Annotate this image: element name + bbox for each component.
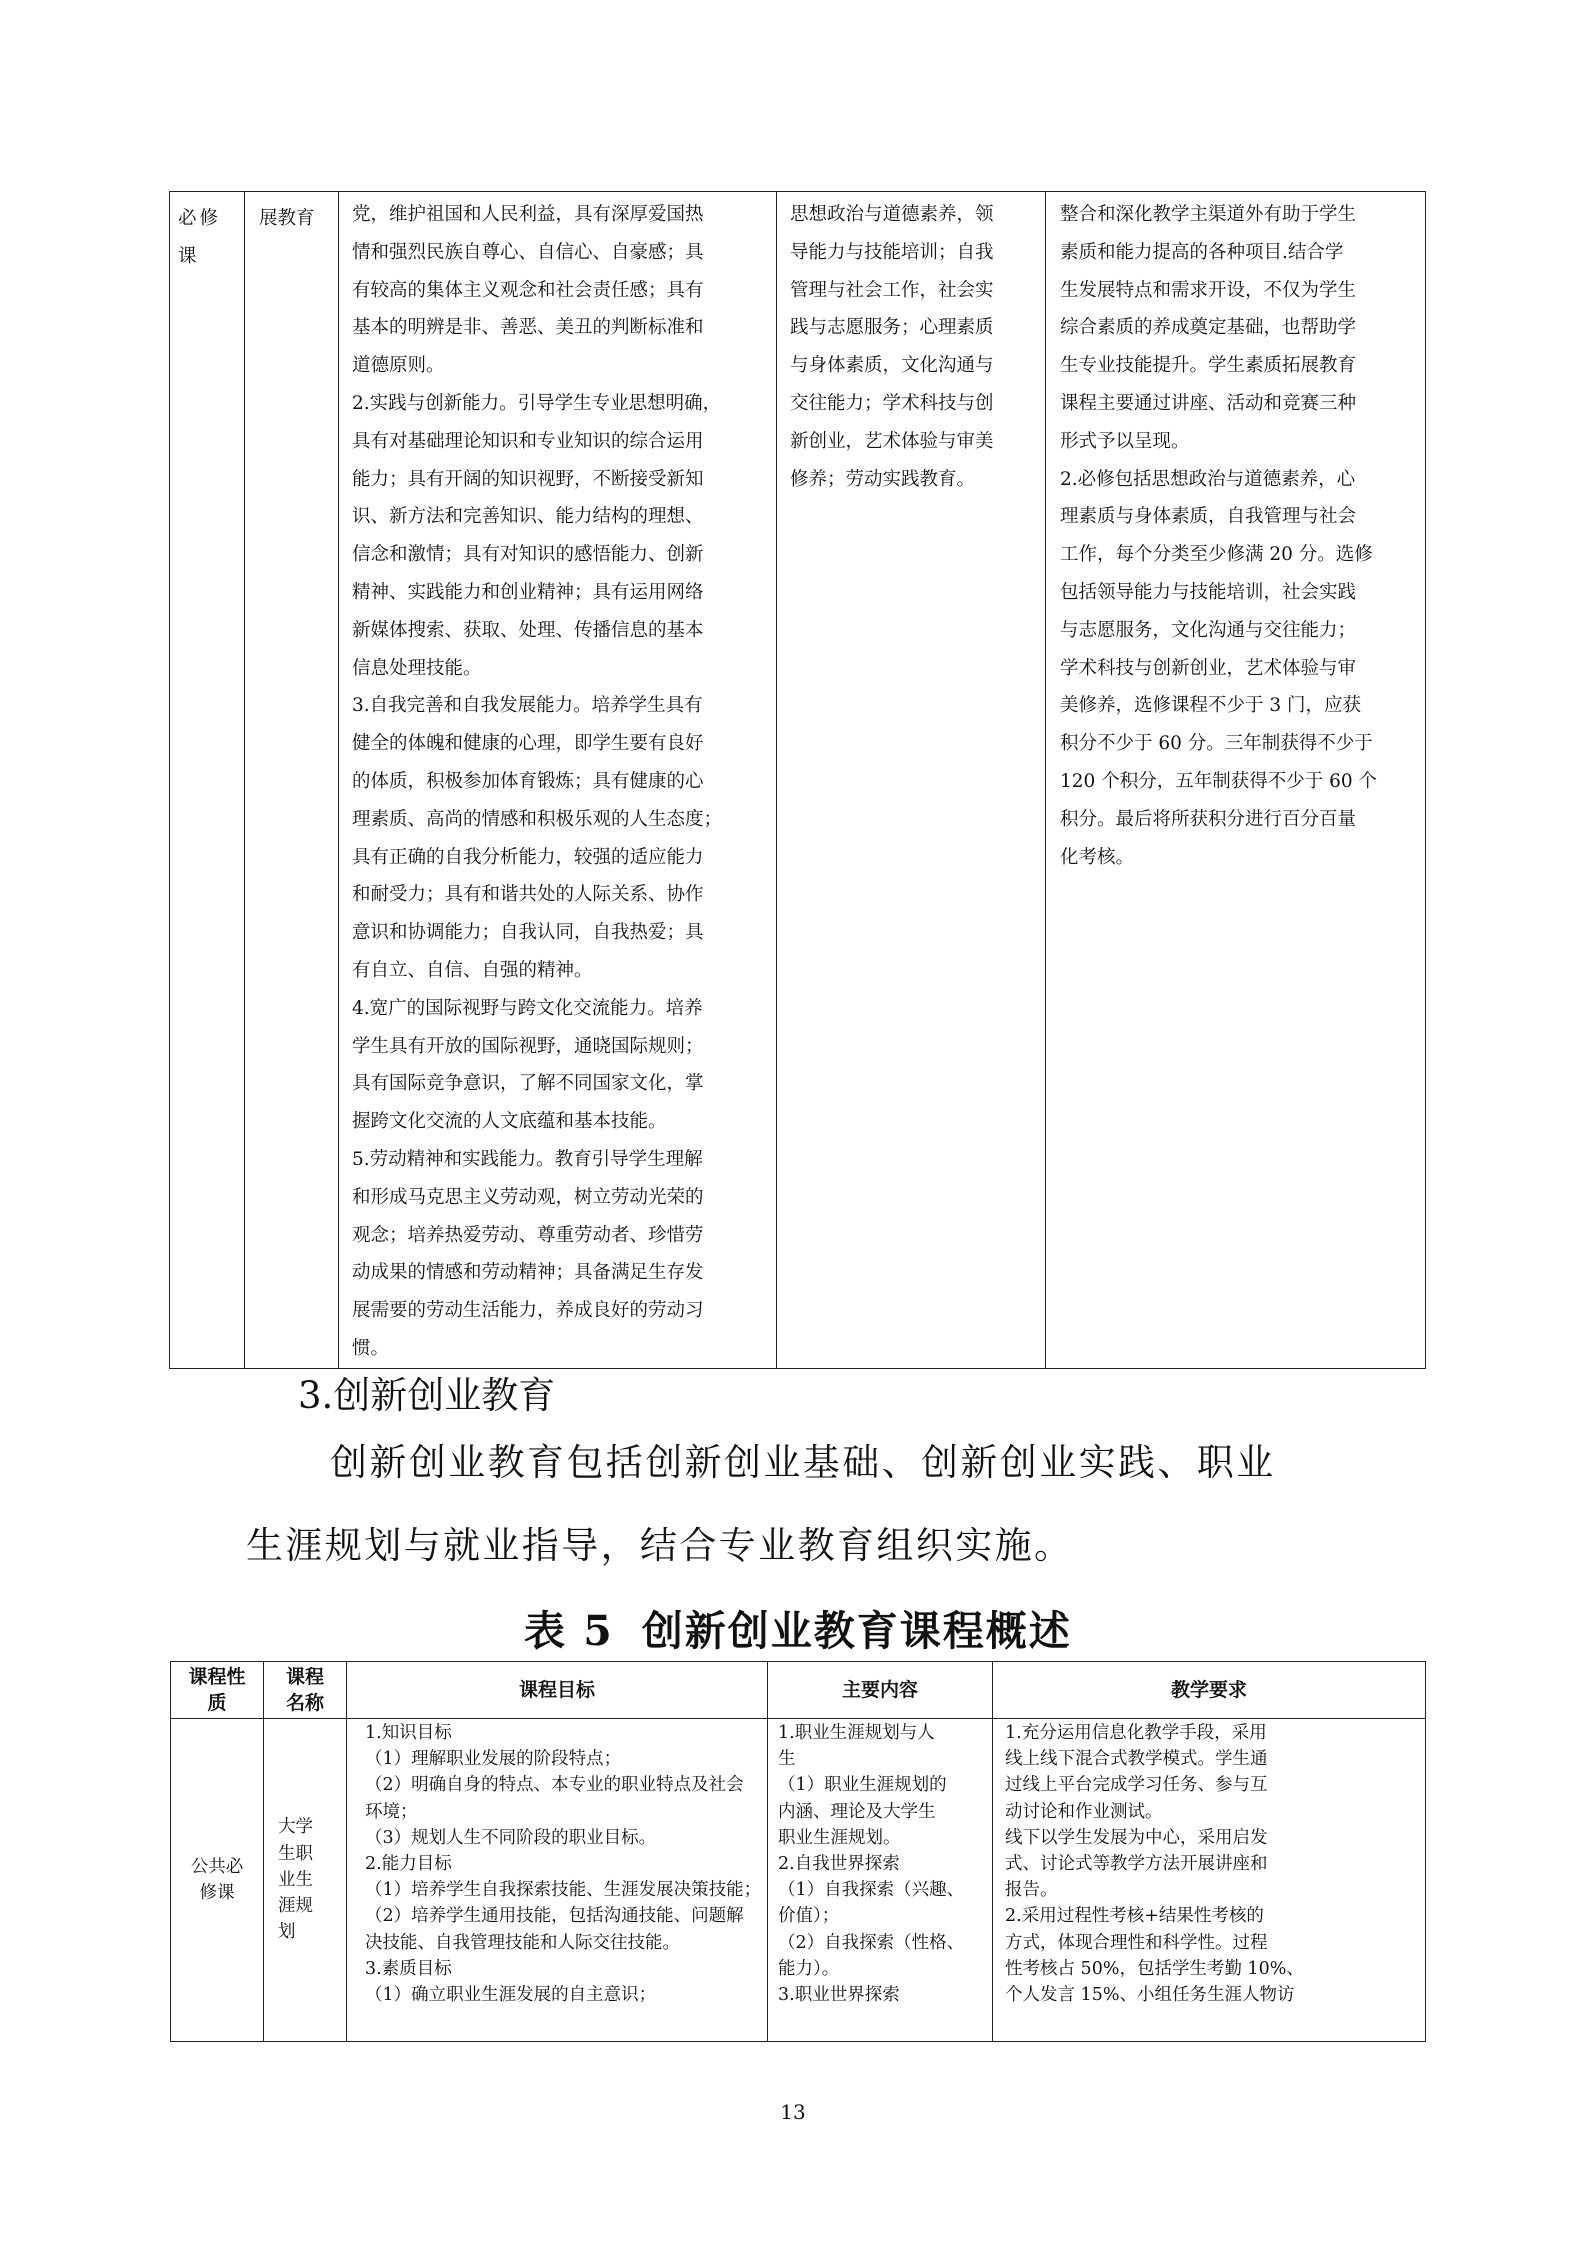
course-content-cell bbox=[777, 192, 1046, 1369]
cell-line: 2.实践与创新能力。引导学生专业思想明确， bbox=[352, 392, 722, 414]
cell-line: 3.素质目标 bbox=[365, 1958, 452, 1979]
course-requirement-cell bbox=[993, 1719, 1426, 2042]
cell-line: 式、讨论式等教学方法开展讲座和 bbox=[1005, 1854, 1268, 1875]
header-teaching-requirement: 教学要求 bbox=[993, 1662, 1426, 1719]
table-header-row bbox=[171, 1662, 1426, 1719]
cell-line: 涯规 bbox=[278, 1896, 313, 1917]
cell-line: 划 bbox=[278, 1922, 296, 1943]
header-course-nature bbox=[171, 1662, 264, 1719]
cell-line: （2）自我探索（性格、 bbox=[778, 1932, 965, 1953]
course-goal-cell bbox=[339, 192, 777, 1369]
cell-line: 形式予以呈现。 bbox=[1060, 430, 1190, 452]
cell-line: 道德原则。 bbox=[352, 355, 445, 377]
cell-line: 新创业，艺术体验与审美 bbox=[790, 430, 994, 452]
cell-line: 学生具有开放的国际视野，通晓国际规则； bbox=[352, 1035, 704, 1057]
cell-line: 基本的明辨是非、善恶、美丑的判断标准和 bbox=[352, 317, 704, 339]
cell-line: 线上线下混合式教学模式。学生通 bbox=[1005, 1749, 1268, 1770]
cell-line: 名称 bbox=[285, 1692, 324, 1714]
cell-line: 生专业技能提升。学生素质拓展教育 bbox=[1060, 355, 1357, 377]
cell-line: 4.宽广的国际视野与跨文化交流能力。培养 bbox=[352, 997, 703, 1019]
cell-line: 报告。 bbox=[1005, 1880, 1058, 1901]
cell-line: （1）自我探索（兴趣、 bbox=[778, 1880, 965, 1901]
cell-line: 包括领导能力与技能培训，社会实践 bbox=[1060, 581, 1357, 603]
cell-line: 价值）； bbox=[778, 1906, 840, 1927]
page-number: 13 bbox=[780, 2100, 806, 2124]
cell-line: 积分。最后将所获积分进行百分百量 bbox=[1060, 808, 1357, 830]
table-row bbox=[170, 192, 1426, 1369]
cell-line: 积分不少于 60 分。三年制获得不少于 bbox=[1060, 733, 1373, 755]
cell-line: 公共必 bbox=[190, 1856, 244, 1877]
cell-line: 情和强烈民族自尊心、自信心、自豪感；具 bbox=[352, 241, 704, 263]
cell-line: 与志愿服务，文化沟通与交往能力； bbox=[1060, 619, 1357, 641]
course-nature-cell bbox=[171, 1719, 264, 2042]
section-heading: 3.创新创业教育 bbox=[298, 1374, 556, 1417]
cell-line: 质 bbox=[207, 1692, 227, 1714]
cell-line: 导能力与技能培训；自我 bbox=[790, 241, 994, 263]
cell-line: 1.充分运用信息化教学手段，采用 bbox=[1005, 1723, 1267, 1743]
course-goal-cell bbox=[347, 1719, 768, 2042]
table-caption-text: 创新创业教育课程概述 bbox=[641, 1607, 1072, 1655]
cell-line: 学术科技与创新创业，艺术体验与审 bbox=[1060, 657, 1357, 679]
cell-line: 业生 bbox=[278, 1869, 313, 1890]
cell-line: 惯。 bbox=[352, 1337, 390, 1359]
cell-line: 1.知识目标 bbox=[365, 1723, 452, 1743]
cell-line: 大学 bbox=[278, 1817, 313, 1838]
cell-line: 展需要的劳动生活能力，养成良好的劳动习 bbox=[352, 1300, 704, 1322]
cell-line: 党，维护祖国和人民利益，具有深厚爱国热 bbox=[352, 204, 704, 225]
cell-line: 1.职业生涯规划与人 bbox=[778, 1723, 935, 1743]
cell-line: （1）职业生涯规划的 bbox=[778, 1775, 947, 1796]
header-course-name bbox=[264, 1662, 347, 1719]
cell-line: 2.采用过程性考核+结果性考核的 bbox=[1005, 1906, 1264, 1927]
course-name-cell bbox=[245, 192, 339, 1369]
cell-line: 2.必修包括思想政治与道德素养，心 bbox=[1060, 468, 1356, 490]
cell-line: 内涵、理论及大学生 bbox=[778, 1801, 936, 1822]
cell-line: 交往能力；学术科技与创 bbox=[790, 392, 994, 414]
cell-line: 方式，体现合理性和科学性。过程 bbox=[1005, 1932, 1268, 1953]
cell-line: 动讨论和作业测试。 bbox=[1005, 1801, 1163, 1822]
cell-line: 意识和协调能力；自我认同，自我热爱；具 bbox=[352, 922, 704, 944]
cell-line: 践与志愿服务；心理素质 bbox=[790, 317, 994, 339]
cell-line: 动成果的情感和劳动精神；具备满足生存发 bbox=[352, 1262, 704, 1284]
cell-line: 120 个积分，五年制获得不少于 60 个 bbox=[1060, 770, 1377, 792]
section-paragraph-line: 创新创业教育包括创新创业基础、创新创业实践、职业 bbox=[330, 1441, 1276, 1484]
cell-line: 理素质、高尚的情感和积极乐观的人生态度； bbox=[352, 808, 723, 830]
cell-line: 的体质，积极参加体育锻炼；具有健康的心 bbox=[352, 770, 704, 792]
cell-line: 课程 bbox=[285, 1666, 324, 1688]
cell-line: （1）确立职业生涯发展的自主意识； bbox=[365, 1985, 657, 2006]
cell-line: 识、新方法和完善知识、能力结构的理想、 bbox=[352, 506, 704, 528]
cell-line: 和形成马克思主义劳动观，树立劳动光荣的 bbox=[352, 1186, 704, 1208]
cell-line: 3.职业世界探索 bbox=[778, 1985, 900, 2006]
cell-line: 生职 bbox=[278, 1843, 313, 1864]
course-name-cell bbox=[264, 1719, 347, 2042]
cell-line: 信息处理技能。 bbox=[352, 657, 482, 679]
cell-line: 线下以学生发展为中心，采用启发 bbox=[1005, 1827, 1268, 1848]
cell-line: （2）培养学生通用技能，包括沟通技能、问题解 bbox=[365, 1906, 744, 1927]
cell-line: 思想政治与道德素养，领 bbox=[790, 204, 994, 225]
cell-line: 能力）。 bbox=[778, 1958, 840, 1979]
cell-line: （3）规划人生不同阶段的职业目标。 bbox=[365, 1827, 657, 1848]
course-nature-cell bbox=[170, 192, 245, 1369]
cell-line: 与身体素质，文化沟通与 bbox=[790, 355, 994, 377]
cell-line: （1）培养学生自我探索技能、生涯发展决策技能； bbox=[365, 1880, 762, 1901]
cell-line: 理素质与身体素质，自我管理与社会 bbox=[1060, 506, 1357, 528]
course-requirement-cell bbox=[1046, 192, 1426, 1369]
cell-line: 课程主要通过讲座、活动和竞赛三种 bbox=[1060, 392, 1357, 414]
cell-line: （2）明确自身的特点、本专业的职业特点及社会 bbox=[365, 1775, 744, 1796]
table-caption bbox=[524, 1598, 1072, 1657]
cell-line: 化考核。 bbox=[1060, 846, 1135, 868]
cell-line: 修养；劳动实践教育。 bbox=[790, 468, 976, 490]
section-paragraph-line: 生涯规划与就业指导，结合专业教育组织实施。 bbox=[246, 1524, 1074, 1567]
cell-line: 能力；具有开阔的知识视野，不断接受新知 bbox=[352, 468, 704, 490]
cell-line: 过线上平台完成学习任务、参与互 bbox=[1005, 1775, 1268, 1796]
cell-line: 观念；培养热爱劳动、尊重劳动者、珍惜劳 bbox=[352, 1224, 704, 1246]
cell-line: 具有国际竞争意识，了解不同国家文化，掌 bbox=[352, 1073, 704, 1095]
cell-line: 有较高的集体主义观念和社会责任感；具有 bbox=[352, 279, 704, 301]
cell-line: 性考核占 50%，包括学生考勤 10%、 bbox=[1005, 1958, 1304, 1979]
cell-line: 职业生涯规划。 bbox=[778, 1827, 901, 1848]
cell-line: 2.能力目标 bbox=[365, 1854, 452, 1875]
cell-line: 整合和深化教学主渠道外有助于学生 bbox=[1060, 204, 1357, 225]
cell-line: 美修养，选修课程不少于 3 门，应获 bbox=[1060, 695, 1362, 717]
header-course-goal: 课程目标 bbox=[347, 1662, 768, 1719]
cell-line: 素质和能力提高的各种项目.结合学 bbox=[1060, 241, 1344, 263]
cell-line: 环境； bbox=[365, 1801, 418, 1822]
cell-line: 健全的体魄和健康的心理，即学生要有良好 bbox=[352, 733, 704, 755]
cell-line: 具有正确的自我分析能力，较强的适应能力 bbox=[352, 846, 704, 868]
cell-line: 和耐受力；具有和谐共处的人际关系、协作 bbox=[352, 884, 704, 906]
cell-line: 生 bbox=[778, 1749, 796, 1770]
table-row bbox=[171, 1719, 1426, 2042]
cell-line: 决技能、自我管理技能和人际交往技能。 bbox=[365, 1932, 680, 1953]
cell-line: 信念和激情；具有对知识的感悟能力、创新 bbox=[352, 544, 704, 566]
header-main-content: 主要内容 bbox=[768, 1662, 993, 1719]
cell-line: 2.自我世界探索 bbox=[778, 1854, 900, 1875]
cell-line: 3.自我完善和自我发展能力。培养学生具有 bbox=[352, 695, 703, 717]
cell-line: 5.劳动精神和实践能力。教育引导学生理解 bbox=[352, 1148, 703, 1170]
cell-line: 课 bbox=[178, 245, 200, 267]
innovation-course-table bbox=[170, 1661, 1426, 2042]
cell-line: 工作，每个分类至少修满 20 分。选修 bbox=[1060, 544, 1373, 566]
cell-line: 握跨文化交流的人文底蕴和基本技能。 bbox=[352, 1111, 667, 1133]
cell-line: 具有对基础理论知识和专业知识的综合运用 bbox=[352, 430, 704, 452]
cell-line: 课程性 bbox=[188, 1666, 246, 1688]
cell-line: 有自立、自信、自强的精神。 bbox=[352, 959, 593, 981]
cell-line: 必修 bbox=[178, 208, 222, 229]
table-caption-number: 表 5 bbox=[524, 1607, 614, 1655]
course-content-cell bbox=[768, 1719, 993, 2042]
cell-line: （1）理解职业发展的阶段特点； bbox=[365, 1749, 622, 1770]
cell-line: 修课 bbox=[199, 1883, 235, 1903]
cell-line: 个人发言 15%、小组任务生涯人物访 bbox=[1005, 1985, 1295, 2006]
cell-line: 新媒体搜索、获取、处理、传播信息的基本 bbox=[352, 619, 704, 641]
cell-line: 生发展特点和需求开设，不仅为学生 bbox=[1060, 279, 1357, 301]
cell-line: 展教育 bbox=[259, 208, 315, 229]
cell-line: 管理与社会工作，社会实 bbox=[790, 279, 994, 301]
course-table-continued bbox=[169, 191, 1426, 1369]
cell-line: 精神、实践能力和创业精神；具有运用网络 bbox=[352, 581, 704, 603]
cell-line: 综合素质的养成奠定基础，也帮助学 bbox=[1060, 317, 1357, 339]
